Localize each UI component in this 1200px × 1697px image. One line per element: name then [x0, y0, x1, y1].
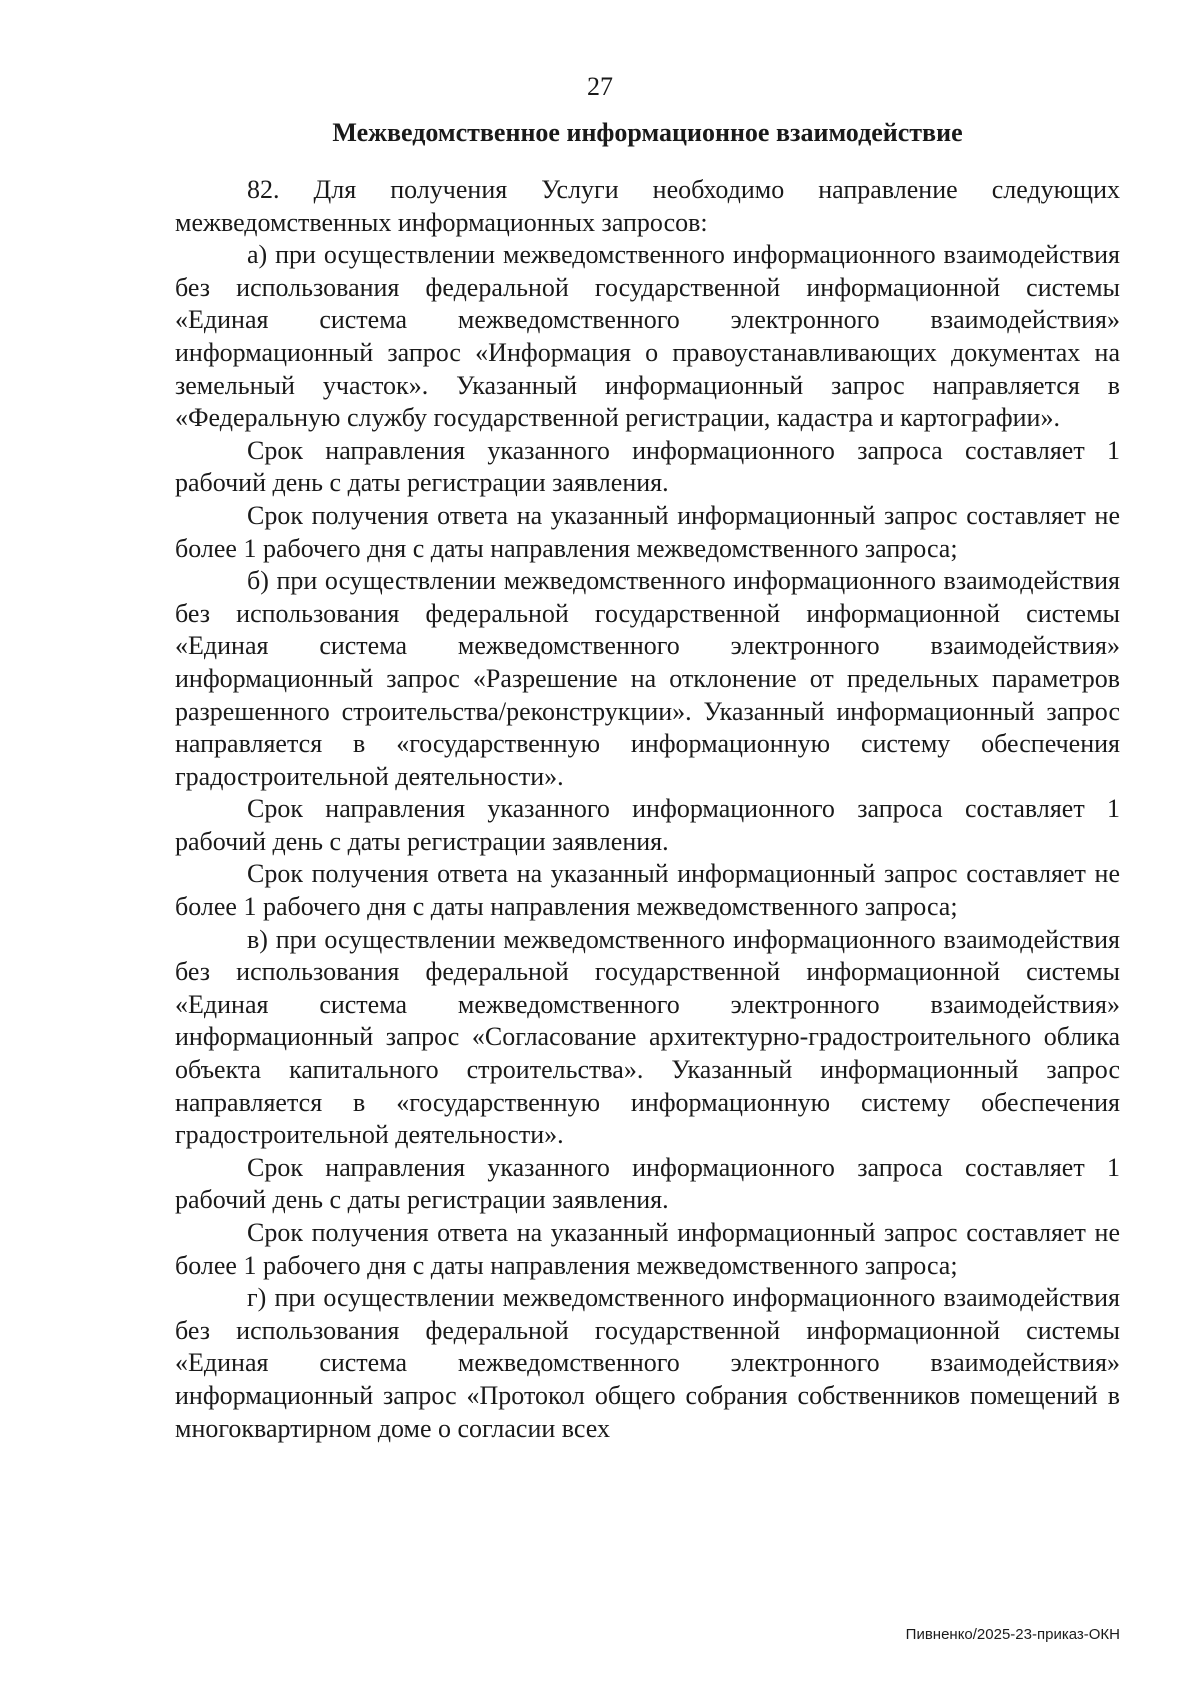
paragraph-b-send-term: Срок направления указанного информационного запроса составляет 1 рабочий день с даты регистрации заявления.: [175, 794, 1120, 856]
section-title: Межведомственное информационное взаимодействие: [332, 118, 963, 147]
page-number: 27: [587, 72, 613, 101]
paragraph-a: а) при осуществлении межведомственного информационного взаимодействия без использования федеральной государственной информационной системы «Единая система межведомственного электронного взаимодействия» информационный запрос «Информация о правоустанавливающих документах на земельный участок». Указанный информационный запрос направляется в «Федеральную службу государственной регистрации, кадастра и картографии».: [175, 240, 1120, 433]
paragraph-82: 82. Для получения Услуги необходимо направление следующих межведомственных информационных запросов:: [175, 175, 1120, 237]
paragraph-b: б) при осуществлении межведомственного информационного взаимодействия без использования федеральной государственной информационной системы «Единая система межведомственного электронного взаимодействия» информационный запрос «Разрешение на отклонение от предельных параметров разрешенного строительства/реконструкции». Указанный информационный запрос направляется в «государственную информационную систему обеспечения градостроительной деятельности».: [175, 566, 1120, 791]
paragraph-g: г) при осуществлении межведомственного информационного взаимодействия без использования федеральной государственной информационной системы «Единая система межведомственного электронного взаимодействия» информационный запрос «Протокол общего собрания собственников помещений в многоквартирном доме о согласии всех: [175, 1283, 1120, 1443]
paragraph-a-send-term: Срок направления указанного информационного запроса составляет 1 рабочий день с даты регистрации заявления.: [175, 435, 1120, 498]
paragraph-v: в) при осуществлении межведомственного информационного взаимодействия без использования федеральной государственной информационной системы «Единая система межведомственного электронного взаимодействия» информационный запрос «Согласование архитектурно-градостроительного облика объекта капитального строительства». Указанный информационный запрос направляется в «государственную информационную систему обеспечения градостроительной деятельности».: [175, 924, 1120, 1150]
paragraph-b-response-term: Срок получения ответа на указанный информационный запрос составляет не более 1 рабочего дня с даты направления межведомственного запроса;: [175, 859, 1120, 922]
paragraph-a-response-term: Срок получения ответа на указанный информационный запрос составляет не более 1 рабочего дня с даты направления межведомственного запроса;: [175, 500, 1120, 563]
paragraph-v-response-term: Срок получения ответа на указанный информационный запрос составляет не более 1 рабочего дня с даты направления межведомственного запроса;: [175, 1218, 1120, 1280]
document-footer-code: Пивненко/2025-23-приказ-ОКН: [905, 1626, 1120, 1643]
document-body: [175, 174, 1120, 1445]
paragraph-v-send-term: Срок направления указанного информационного запроса составляет 1 рабочий день с даты регистрации заявления.: [175, 1152, 1120, 1215]
